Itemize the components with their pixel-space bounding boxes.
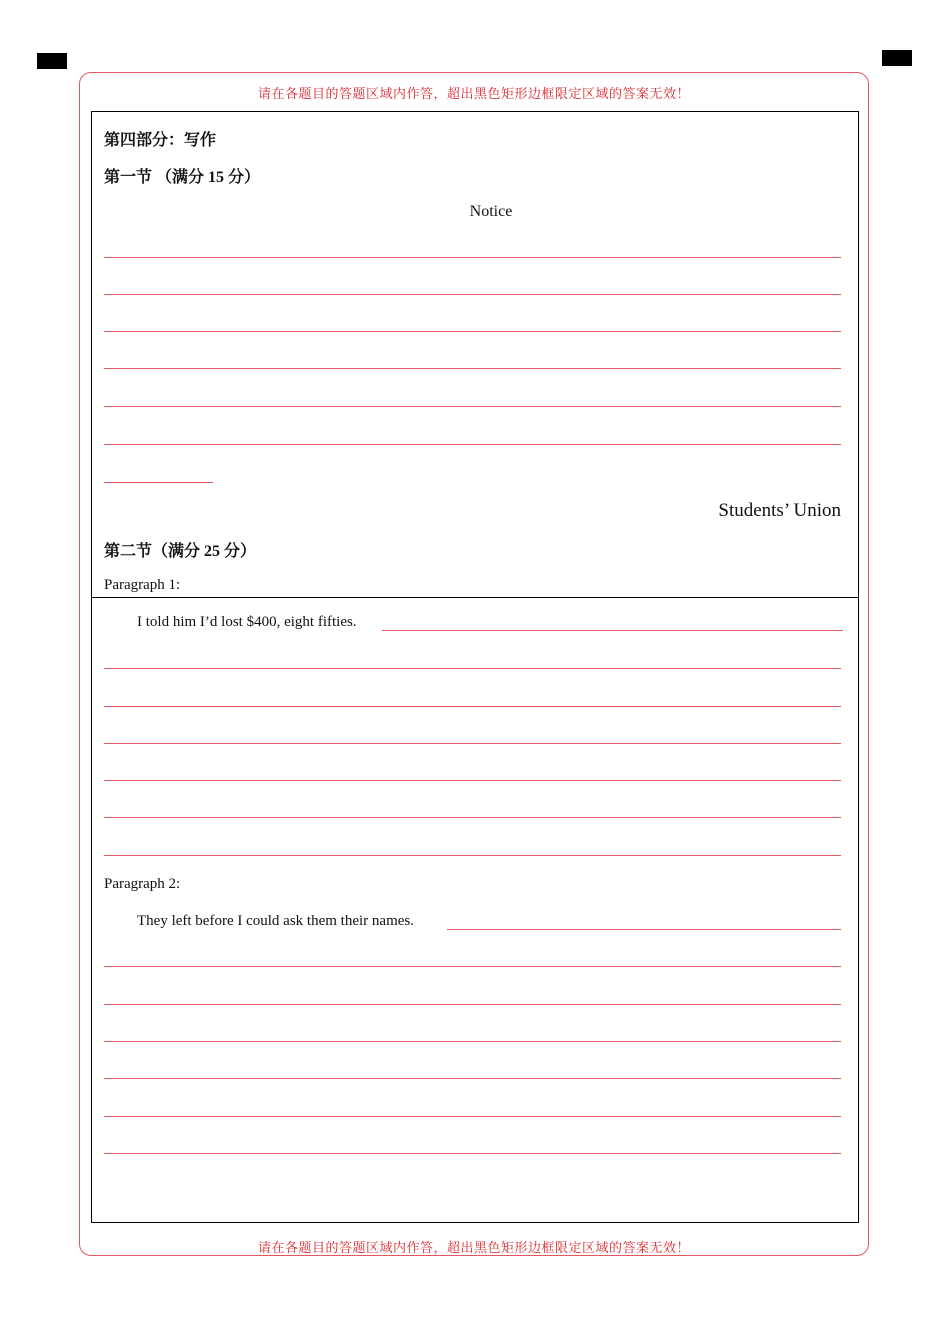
paragraph2-start-sentence: They left before I could ask them their names.	[137, 913, 414, 929]
alignment-marker-left	[37, 53, 67, 69]
writing-line[interactable]	[104, 817, 841, 818]
signature: Students’ Union	[718, 500, 841, 521]
writing-line[interactable]	[104, 257, 841, 258]
writing-line[interactable]	[104, 1116, 841, 1117]
writing-line[interactable]	[104, 668, 841, 669]
writing-line[interactable]	[104, 706, 841, 707]
writing-line[interactable]	[104, 444, 841, 445]
writing-line[interactable]	[104, 406, 841, 407]
paragraph1-label: Paragraph 1:	[104, 577, 181, 593]
paragraph2-label: Paragraph 2:	[104, 876, 181, 892]
writing-line[interactable]	[104, 1153, 841, 1154]
writing-line[interactable]	[382, 630, 843, 631]
section2-title: 第二节（满分 25 分）	[104, 543, 257, 560]
notice-title: Notice	[469, 203, 513, 220]
warning-text-top: 请在各题目的答题区域内作答，超出黑色矩形边框限定区域的答案无效！	[257, 86, 690, 101]
section-divider	[91, 597, 859, 598]
writing-line[interactable]	[104, 743, 841, 744]
answer-box	[91, 111, 859, 1223]
writing-line[interactable]	[104, 331, 841, 332]
writing-line[interactable]	[447, 929, 841, 930]
writing-line[interactable]	[104, 855, 841, 856]
writing-line[interactable]	[104, 1004, 841, 1005]
writing-line[interactable]	[104, 368, 841, 369]
alignment-marker-right	[882, 50, 912, 66]
writing-line[interactable]	[104, 780, 841, 781]
section1-title: 第一节 （满分 15 分）	[104, 169, 261, 186]
writing-line[interactable]	[104, 294, 841, 295]
paragraph1-start-sentence: I told him I’d lost $400, eight fifties.	[137, 614, 357, 630]
writing-line[interactable]	[104, 1078, 841, 1079]
writing-line[interactable]	[104, 966, 841, 967]
writing-line-short[interactable]	[104, 482, 213, 483]
warning-text-bottom: 请在各题目的答题区域内作答，超出黑色矩形边框限定区域的答案无效！	[257, 1240, 690, 1255]
part-title: 第四部分：写作	[104, 132, 217, 149]
writing-line[interactable]	[104, 1041, 841, 1042]
